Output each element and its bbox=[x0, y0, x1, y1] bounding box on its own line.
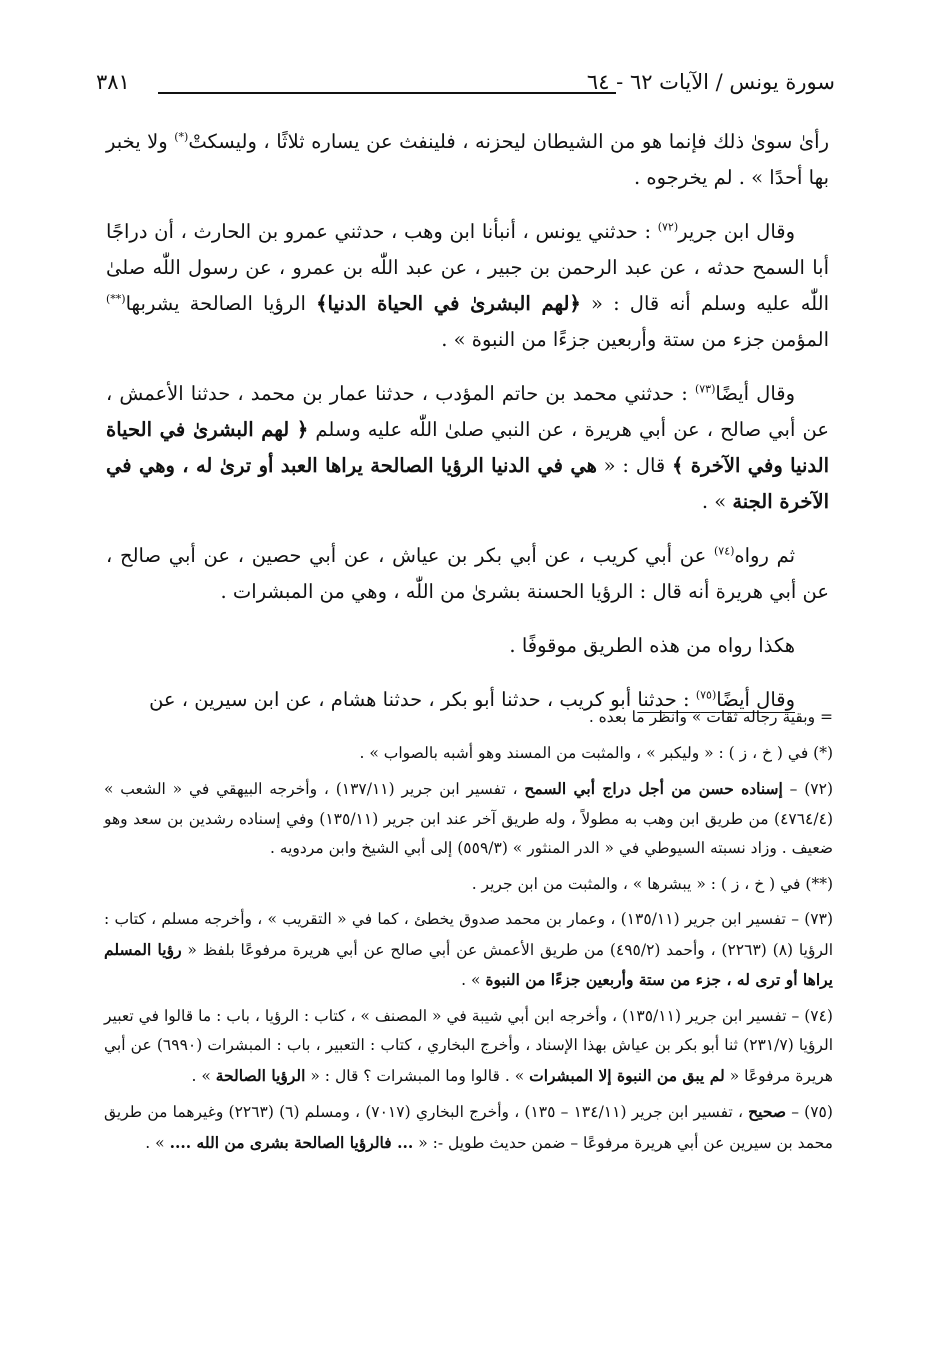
text: الرؤيا الصالحة يشربها bbox=[125, 292, 317, 315]
hadith-quote: هي في الدنيا الرؤيا الصالحة يراها العبد أو ترىٰ له ، وهي في الآخرة الجنة bbox=[106, 454, 829, 513]
text: » . قالوا وما المبشرات ؟ قال : « bbox=[305, 1066, 530, 1085]
text: ، تفسير ابن جرير (١٣٧/١١) ، وأخرجه البيهقي في « الشعب » (٤٧٦٤/٤) من طريق ابن وهب به مطولاً ، وله طريق آخر عند ابن جرير (١٣٥/١١) وفي إسناده رشدين بن سعد وهو ضعيف . وزاد نسبته السيوطي في « الدر المنثور » (٥٥٩/٣) إلى أبي الشيخ وابن مردويه . bbox=[104, 780, 833, 857]
footnote-continuation: = وبقية رجاله ثقات » وانظر ما بعده . bbox=[588, 708, 833, 726]
footnote-75 bbox=[104, 1097, 833, 1158]
quran-quote: ﴿ لهم البشرىٰ في الحياة الدنيا وفي الآخرة ﴾ bbox=[106, 418, 829, 477]
text: رأىٰ سوىٰ ذلك فإنما هو من الشيطان ليحزنه ، فلينفث عن يساره ثلاثًا ، وليسكتْ bbox=[188, 130, 830, 153]
footnotes bbox=[104, 703, 833, 1164]
text: (٧٣) – تفسير ابن جرير (١٣٥/١١) ، وعمار بن محمد صدوق يخطئ ، كما في « التقريب » ، وأخرجه مسلم ، كتاب : الرؤيا (٨) (٢٢٦٣) ، وأحمد (٤٩٥/٢) من طريق الأعمش عن أبي صالح عن أبي هريرة مرفوعًا بلفظ « bbox=[104, 910, 834, 959]
text: » . bbox=[145, 1133, 170, 1152]
footnote-number: (٧٢) – bbox=[782, 780, 833, 798]
running-title: سورة يونس / الآيات ٦٢ - ٦٤ bbox=[586, 70, 835, 94]
footnote-73 bbox=[104, 905, 833, 996]
text: » . bbox=[191, 1066, 216, 1085]
footnote-ref: (٧٤) bbox=[714, 544, 735, 558]
footnote-ref: (٧٣) bbox=[694, 382, 716, 396]
header-rule bbox=[158, 92, 616, 94]
hadith-quote: رؤيا المسلم يراها أو ترى له ، جزء من ستة وأربعين جزءًا من النبوة bbox=[104, 939, 833, 989]
text: أبو كريب ، حدثنا أبو بكر ، حدثنا هشام ، عن ابن سيرين ، عن bbox=[149, 688, 638, 711]
text: : حدثنا bbox=[637, 688, 696, 711]
footnote-number: (٧٥) – bbox=[786, 1103, 833, 1121]
text: قال : « bbox=[596, 454, 672, 477]
quran-quote: ﴿لهم البشرىٰ في الحياة الدنيا﴾ bbox=[316, 292, 581, 315]
text: عن أبي كريب ، عن أبي بكر بن عياش ، عن أبي حصين ، عن أبي صالح ، عن أبي هريرة أنه قال : الرؤيا الحسنة بشرىٰ من اللّٰه ، وهي من المبشرات . bbox=[106, 544, 829, 603]
hadith-quote: لم يبق من النبوة إلا المبشرات bbox=[529, 1065, 725, 1085]
footnote-ref: (٧٢) bbox=[657, 220, 679, 234]
footnote-star-1: (*) في ( خ ، ز ) : « وليكبر » ، والمثبت من المسند وهو أشبه بالصواب » . bbox=[359, 743, 833, 762]
text: : حدثني يونس ، أنبأنا ابن وهب ، حدثني عمرو بن الحارث ، أن دراجًا أبا السمح حدثه ، عن عبد الرحمن بن جبير ، عن عبد اللّٰه بن عمرو ، عن رسول اللّٰه صلىٰ اللّٰه عليه وسلم أنه قال : « bbox=[106, 220, 829, 315]
text: وقال أيضًا bbox=[716, 688, 795, 711]
grading: صحيح bbox=[748, 1102, 787, 1121]
grading: إسناده حسن من أجل دراج أبي السمح bbox=[524, 779, 783, 798]
hadith-quote: ... فالرؤيا الصالحة بشرى من الله .... bbox=[169, 1132, 414, 1152]
text: : حدثني محمد بن حاتم المؤدب ، حدثنا عمار بن محمد ، حدثنا الأعمش ، عن أبي صالح ، عن أبي هريرة ، عن النبي صلىٰ اللّٰه عليه وسلم bbox=[106, 382, 829, 441]
text: ثم رواه bbox=[734, 544, 795, 567]
text: ولا يخبر بها أحدًا » . لم يخرجوه . bbox=[106, 130, 829, 189]
page-header bbox=[96, 66, 835, 100]
text: » . bbox=[461, 971, 486, 989]
text: » . bbox=[701, 490, 733, 513]
text: المؤمن جزء من ستة وأربعين جزءًا من النبوة » . bbox=[441, 328, 829, 351]
paragraph-5 bbox=[106, 628, 829, 664]
main-text bbox=[106, 124, 829, 722]
note-marker: (**) bbox=[106, 292, 126, 306]
footnote-74 bbox=[104, 1002, 833, 1092]
paragraph-2 bbox=[106, 214, 829, 358]
text: وقال ابن جرير bbox=[678, 220, 795, 243]
paragraph-1 bbox=[106, 124, 829, 196]
footnote-72 bbox=[104, 774, 833, 864]
footnote-ref: (٧٥) bbox=[695, 688, 717, 702]
hadith-quote: الرؤيا الصالحة bbox=[215, 1065, 306, 1085]
paragraph-4 bbox=[106, 538, 829, 610]
text: ، تفسير ابن جرير (١٣٤/١١ – ١٣٥) ، وأخرج البخاري (٧٠١٧) ، ومسلم (٦) (٢٢٦٣) وغيرهما من طريق محمد بن سيرين عن أبي هريرة مرفوعًا – ضمن حديث طويل -: « bbox=[104, 1103, 833, 1152]
text: وقال أيضًا bbox=[715, 382, 795, 405]
text: هكذا رواه من هذه الطريق موقوفًا . bbox=[509, 634, 795, 657]
paragraph-3 bbox=[106, 376, 829, 520]
footnote-star-2: (**) في ( خ ، ز ) : « يبشرها » ، والمثبت من ابن جرير . bbox=[471, 874, 833, 893]
note-marker: (*) bbox=[174, 130, 189, 144]
page-number: ٣٨١ bbox=[96, 70, 130, 94]
text: (٧٤) – تفسير ابن جرير (١٣٥/١١) ، وأخرجه ابن أبي شيبة في « المصنف » ، كتاب : الرؤيا ، باب : ما قالوا في تعبير الرؤيا (٢٣١/٧) ثنا أبو بكر بن عياش بهذا الإسناد ، وأخرج البخاري ، كتاب : التعبير ، باب : المبشرات (٦٩٩٠) عن أبي هريرة مرفوعًا « bbox=[104, 1006, 834, 1085]
